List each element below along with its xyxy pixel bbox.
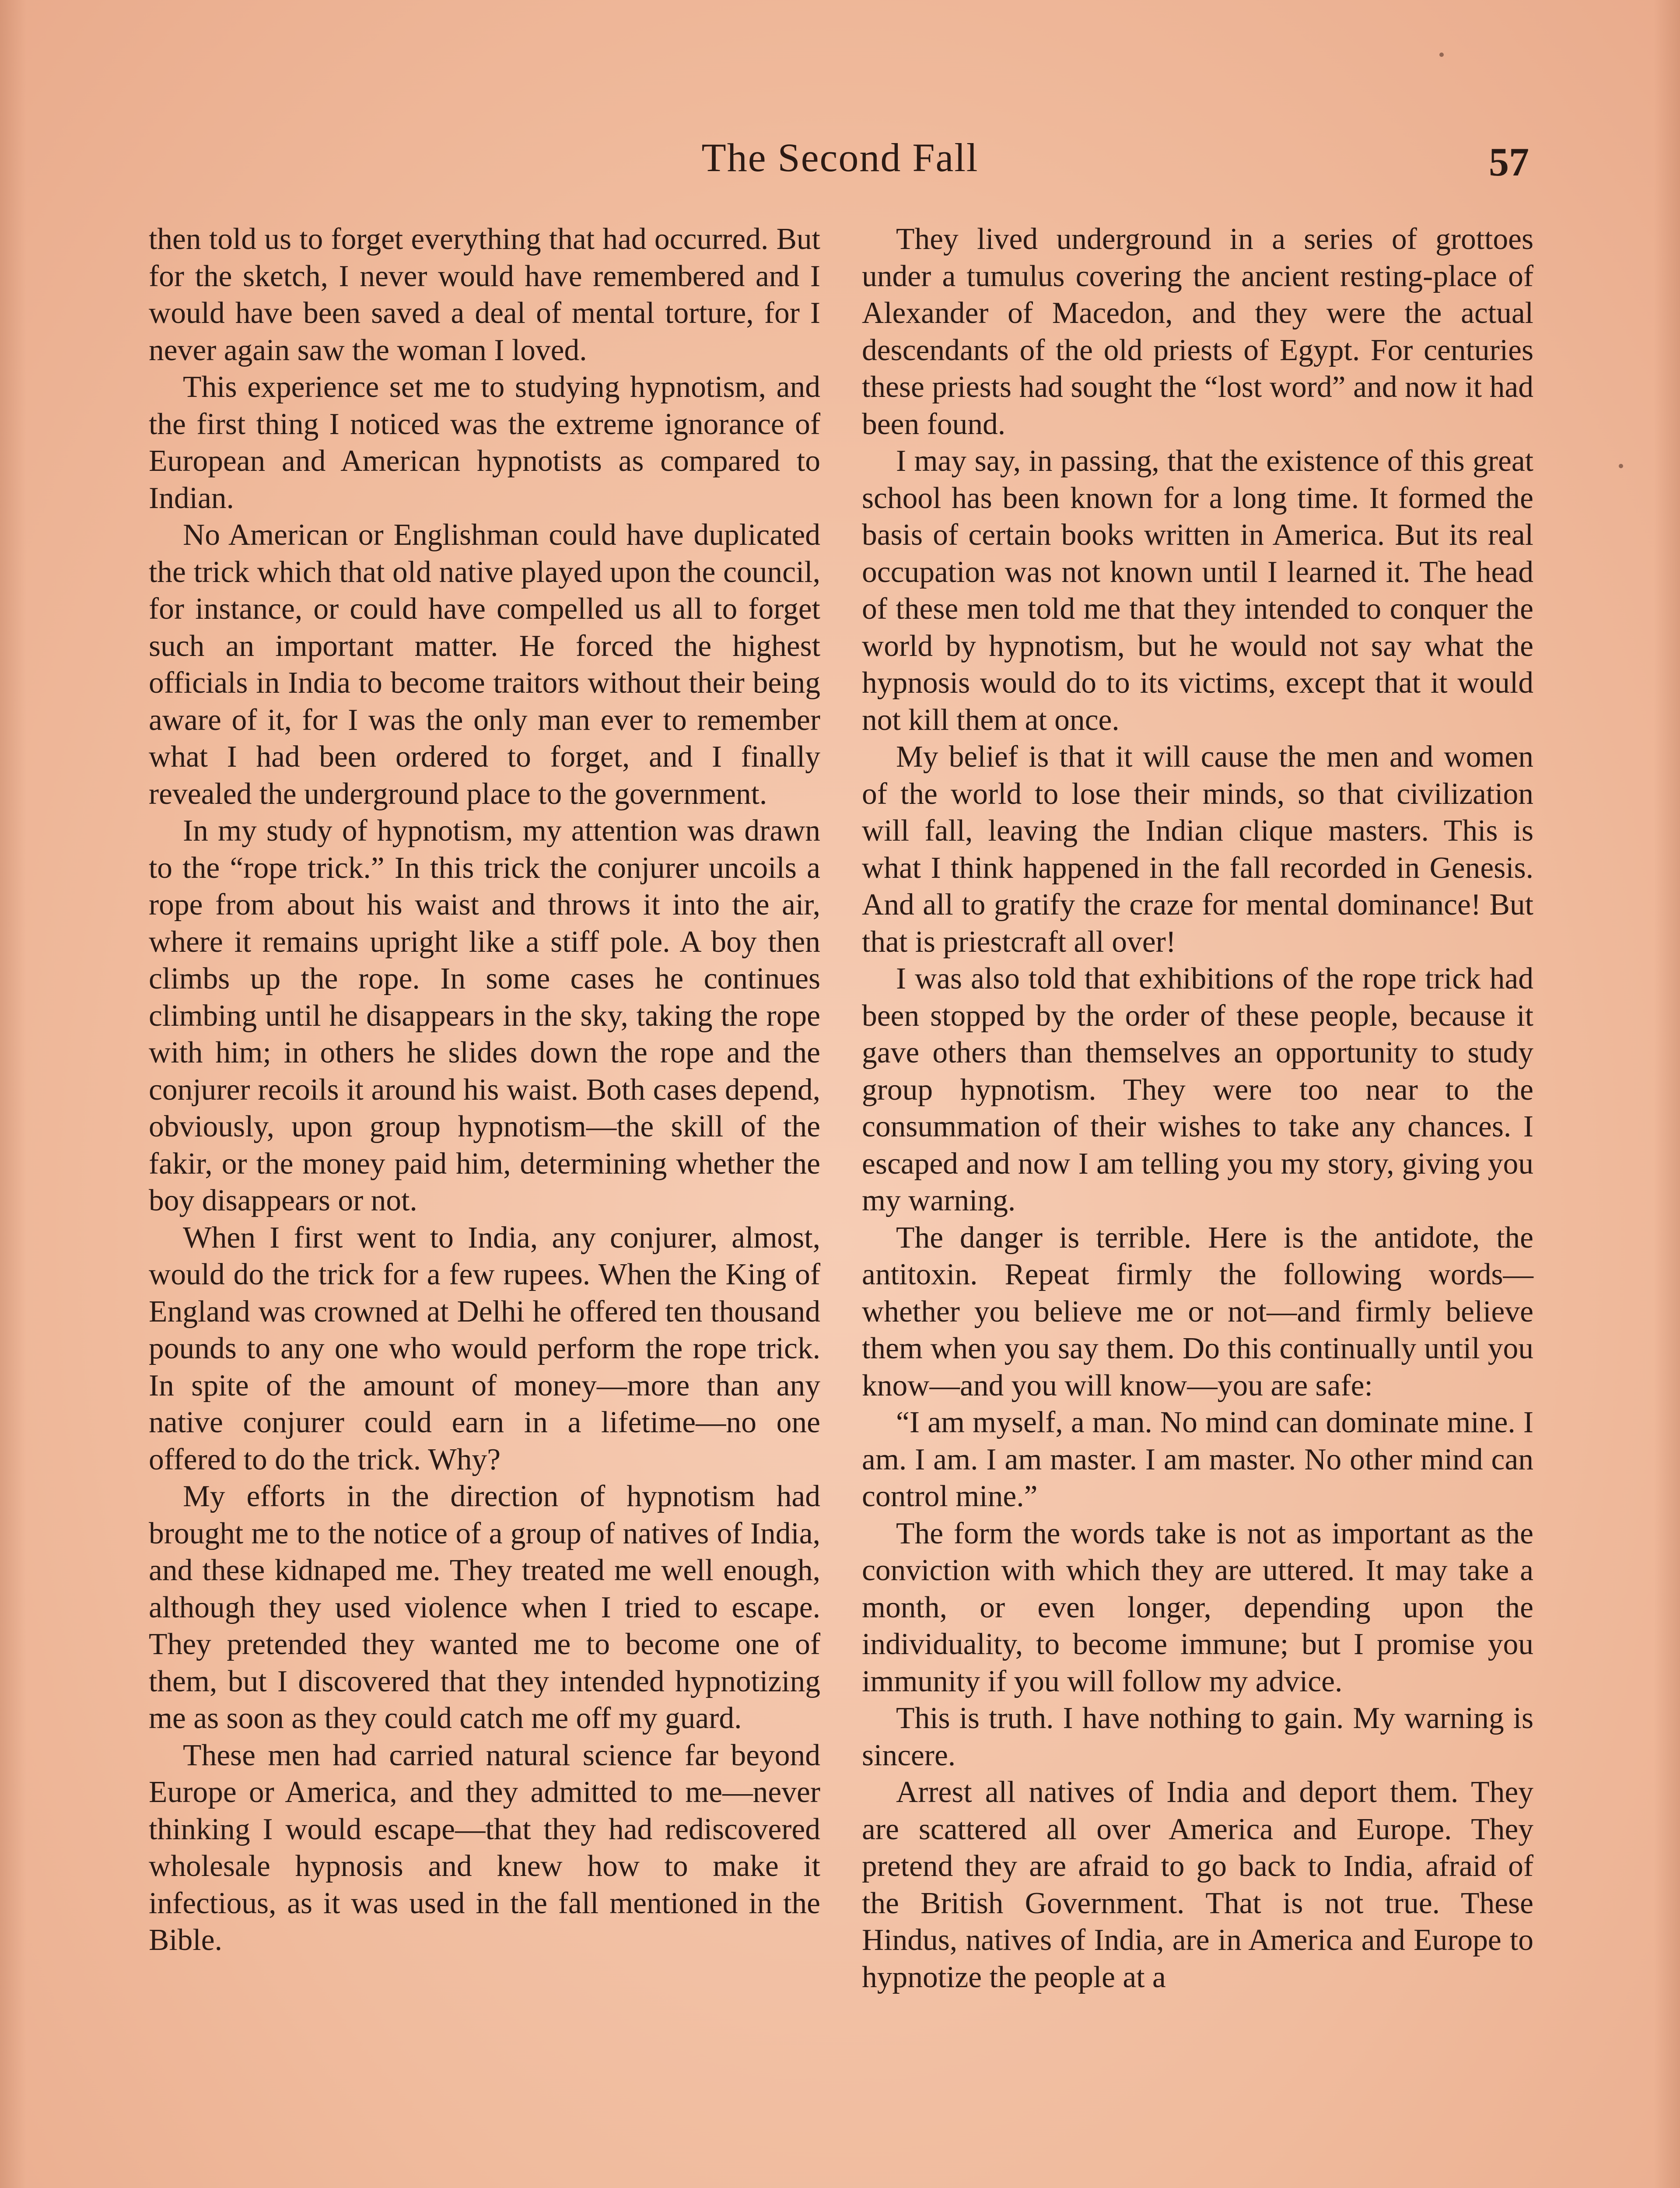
running-header [0, 127, 1680, 188]
paragraph: This experience set me to studying hypnotism, and the first thing I noticed was the extreme ignorance of European and American hypnotists as compared to Indian. [149, 370, 820, 515]
page-edge-shadow-left [0, 0, 26, 2188]
paragraph: The form the words take is not as important as the conviction with which they are uttered. It may take a month, or even longer, depending upon the individuality, to become immune; but I promise you immunity if you will follow my advice. [862, 1516, 1533, 1698]
paragraph: These men had carried natural science far beyond Europe or America, and they admitted to me—never thinking I would escape—that they had rediscovered wholesale hypnosis and knew how to make it infectious, as it was used in the fall mentioned in the Bible. [149, 1738, 820, 1957]
paragraph: This is truth. I have nothing to gain. My warning is sincere. [862, 1701, 1533, 1772]
paragraph: I was also told that exhibitions of the rope trick had been stopped by the order of these people, because it gave others than themselves an opportunity to study group hypnotism. They were too near to the consummation of their wishes to take any chances. I escaped and now I am telling you my story, giving you my warning. [862, 962, 1533, 1217]
paper-speck [1439, 53, 1444, 57]
paper-speck [1619, 464, 1623, 468]
page-number: 57 [1489, 140, 1529, 184]
right-column [862, 221, 1533, 1996]
paragraph: My belief is that it will cause the men and women of the world to lose their minds, so that civilization will fall, leaving the Indian clique masters. This is what I think happened in the fall recorded in Genesis. And all to gratify the craze for mental dominance! But that is priestcraft all over! [862, 740, 1533, 959]
paragraph: They lived underground in a series of grottoes under a tumulus covering the ancient resting-place of Alexander of Macedon, and they were the actual descendants of the old priests of Egypt. For centuries these priests had sought the “lost word” and now it had been found. [862, 222, 1533, 441]
left-column [149, 221, 820, 1959]
running-title: The Second Fall [701, 135, 979, 180]
paragraph: then told us to forget everything that had occurred. But for the sketch, I never would have remembered and I would have been saved a deal of mental torture, for I never again saw the woman I loved. [149, 222, 820, 367]
paragraph: “I am myself, a man. No mind can dominate mine. I am. I am. I am master. I am master. No other mind can control mine.” [862, 1406, 1533, 1513]
paragraph: The danger is terrible. Here is the antidote, the antitoxin. Repeat firmly the following words—whether you believe me or not—and firmly believe them when you say them. Do this continually until you know—and you will know—you are safe: [862, 1220, 1533, 1403]
paragraph: When I first went to India, any conjurer, almost, would do the trick for a few rupees. When the King of England was crowned at Delhi he offered ten thousand pounds to any one who would perform the rope trick. In spite of the amount of money—more than any native conjurer could earn in a lifetime—no one offered to do the trick. Why? [149, 1220, 820, 1476]
paragraph: No American or Englishman could have duplicated the trick which that old native played upon the council, for instance, or could have compelled us all to forget such an important matter. He forced the highest officials in India to become traitors without their being aware of it, for I was the only man ever to remember what I had been ordered to forget, and I finally revealed the underground place to the government. [149, 518, 820, 811]
paragraph: I may say, in passing, that the existence of this great school has been known for a long time. It formed the basis of certain books written in America. But its real occupation was not known until I learned it. The head of these men told me that they intended to conquer the world by hypnotism, but he would not say what the hypnosis would do to its victims, except that it would not kill them at once. [862, 444, 1533, 737]
paragraph: In my study of hypnotism, my attention was drawn to the “rope trick.” In this trick the conjurer uncoils a rope from about his waist and throws it into the air, where it remains upright like a stiff pole. A boy then climbs up the rope. In some cases he continues climbing until he disappears in the sky, taking the rope with him; in others he slides down the rope and the conjurer recoils it around his waist. Both cases depend, obviously, upon group hypnotism—the skill of the fakir, or the money paid him, determining whether the boy disappears or not. [149, 814, 820, 1217]
paragraph: My efforts in the direction of hypnotism had brought me to the notice of a group of natives of India, and these kidnaped me. They treated me well enough, although they used violence when I tried to escape. They pretended they wanted me to become one of them, but I discovered that they intended hypnotizing me as soon as they could catch me off my guard. [149, 1480, 820, 1735]
paragraph: Arrest all natives of India and deport them. They are scattered all over America and Europe. They pretend they are afraid to go back to India, afraid of the British Government. That is not true. These Hindus, natives of India, are in America and Europe to hypnotize the people at a [862, 1775, 1533, 1994]
page-edge-shadow-right [1654, 0, 1680, 2188]
